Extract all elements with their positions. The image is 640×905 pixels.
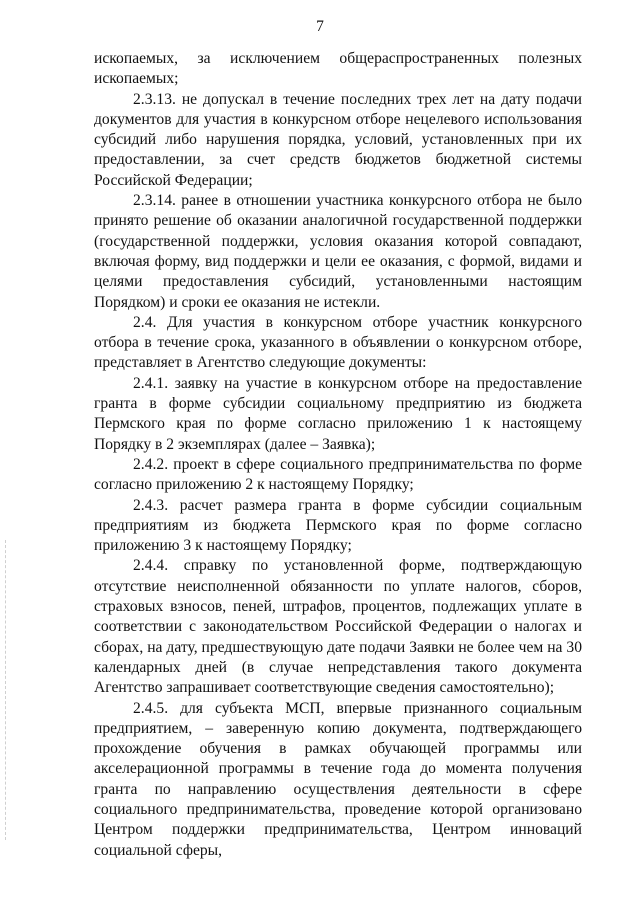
paragraph-2-4: 2.4. Для участия в конкурсном отборе участник конкурсного отбора в течение срока, указанного в объявлении о конкурсном отборе, представляет в Агентство следующие документы: (94, 313, 582, 372)
paragraph-continuation: ископаемых, за исключением общераспространенных полезных ископаемых; (94, 50, 582, 88)
paragraph-2-4-5: 2.4.5. для субъекта МСП, впервые признанного социальным предприятием, – заверенную копию документа, подтверждающего прохождение обучения в рамках обучающей программы или акселерационной программы в течение года до момента получения гранта по направлению осуществления деятельности в сфере социального предпринимательства, проведение которой организовано Центром поддержки предпринимательства, Центром инноваций социальной сферы, (94, 699, 582, 859)
paragraph-2-4-1: 2.4.1. заявку на участие в конкурсном отборе на предоставление гранта в форме субсидии социальному предприятию из бюджета Пермского края по форме согласно приложению 1 к настоящему Порядку в 2 экземплярах (далее – Заявка); (94, 374, 582, 453)
paragraph-2-3-13: 2.3.13. не допускал в течение последних трех лет на дату подачи документов для участия в конкурсном отборе нецелевого использования субсидий либо нарушения порядка, условий, установленных при их предоставлении, за счет средств бюджетов бюджетной системы Российской Федерации; (94, 90, 582, 189)
paragraph-2-4-4: 2.4.4. справку по установленной форме, подтверждающую отсутствие неисполненной обязанности по уплате налогов, сборов, страховых взносов, пеней, штрафов, процентов, подлежащих уплате в соответствии с законодательством Российской Федерации о налогах и сборах, на дату, предшествующую дате подачи Заявки не более чем на 30 календарных дней (в случае непредставления такого документа Агентство запрашивает соответствующие сведения самостоятельно); (94, 557, 582, 697)
paragraph-2-3-14: 2.3.14. ранее в отношении участника конкурсного отбора не было принято решение об оказании аналогичной государственной поддержки (государственной поддержки, условия оказания которой совпадают, включая форму, вид поддержки и цели ее оказания, с формой, видами и целями предоставления субсидий, установленными настоящим Порядком) и сроки ее оказания не истекли. (94, 192, 582, 311)
paragraph-2-4-3: 2.4.3. расчет размера гранта в форме субсидии социальным предприятиям из бюджета Пермского края по форме согласно приложению 3 к настоящему Порядку; (94, 496, 582, 555)
scan-edge-mark (5, 540, 7, 840)
page-number: 7 (316, 18, 324, 35)
paragraph-2-4-2: 2.4.2. проект в сфере социального предпринимательства по форме согласно приложению 2 к настоящему Порядку; (94, 455, 582, 494)
document-body (94, 49, 582, 861)
